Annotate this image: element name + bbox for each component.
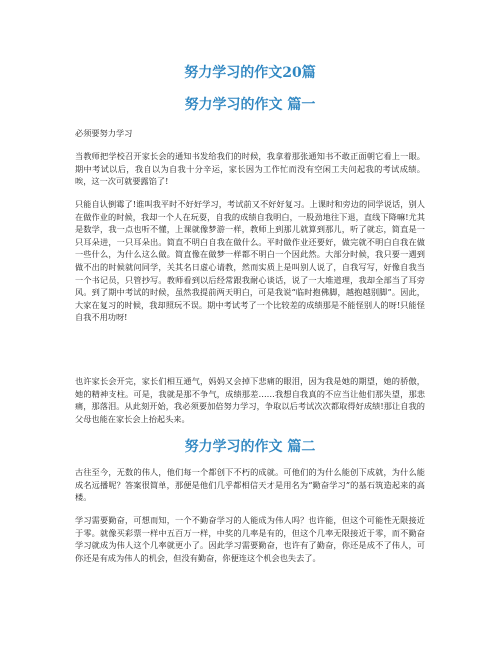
section-2-paragraph-1: 古往至今，无数的伟人，他们每一个都创下不朽的成就。可他们的为什么能创下成就，为什么能成名远播呢？答案很简单，那便是他们几乎都相信天才是用名为“勤奋学习”的基石筑造起来的高楼。 <box>75 467 425 503</box>
section-1-heading: 努力学习的作文 篇一 <box>184 97 316 113</box>
document-title: 努力学习的作文20篇 <box>184 65 316 81</box>
section-1-paragraph-1: 必须要努力学习 <box>75 128 133 138</box>
section-2-heading: 努力学习的作文 篇二 <box>184 439 316 455</box>
section-1-paragraph-4: 也许家长会开完，家长们相互通气，妈妈又会掉下悲痛的眼泪，因为我是她的期望，她的骄傲，她的精神支柱。可是，我就是那不争气，成绩那差……我想自我真的不应当让他们那失望，那悲痛，那落泪。从此刻开始，我必须要加倍努力学习，争取以后考试次次都取得好成绩!那让自我的父母也能在家长会上抬起头来。 <box>75 376 425 424</box>
section-1-paragraph-2: 当教师把学校召开家长会的通知书发给我们的时候，我拿着那张通知书不敢正面朝它看上一眼。期中考试以后，我自以为自我十分辛运，家长因为工作忙而没有空闲工夫问起我的考试成绩。唉，这一次可就要露馅了! <box>75 151 425 187</box>
section-1-paragraph-3: 只能自认倒霉了!谁叫我平时不好好学习，考试前又不好好复习。上课时和旁边的同学说话，别人在做作业的时候，我却一个人在玩耍，自我的成绩自我明白，一股劲地往下退，直线下降嘛!尤其是数学，我一点也听不懂，上课就像梦游一样，教师上到那儿就算到那儿，听了就忘，简直是一只耳朵进，一只耳朵出。简直不明白自我在做什么。平时做作业还要好，做完就不明白自我在做一些什么，为什么这么做。简直像在做梦一样都不明白一个因此然。大部分时候，我只要一遇到做不出的时候就问同学，关其名日虚心请教，然而实质上是叫别人说了，自我写写，好像自我当一个书记员，只管抄写。教师看到以后经常跟我耐心谈话，说了一大堆道理，我却全部当了耳旁风。到了期中考试的时候，虽然我提前两天明白，可是我说“临时抱佛脚，越抱越别脚”。因此，大家在复习的时候，我却照玩不误。期中考试考了一个比较差的成绩那是不能怪别人的呀!只能怪自我不用功呀! <box>75 199 425 323</box>
section-2-paragraph-2: 学习需要勤奋，可想而知，一个不勤奋学习的人能成为伟人吗？也许能，但这个可能性无限接近于零。就像买彩票一样中五百万一样，中奖的几率是有的，但这个几率无限接近于零，而不勤奋学习就成为伟人这个几率就更小了。因此学习需要勤奋，也许有了勤奋，你还是成不了伟人，可你还是有成为伟人的机会，但没有勤奋，你便连这个机会也失去了。 <box>75 515 425 563</box>
